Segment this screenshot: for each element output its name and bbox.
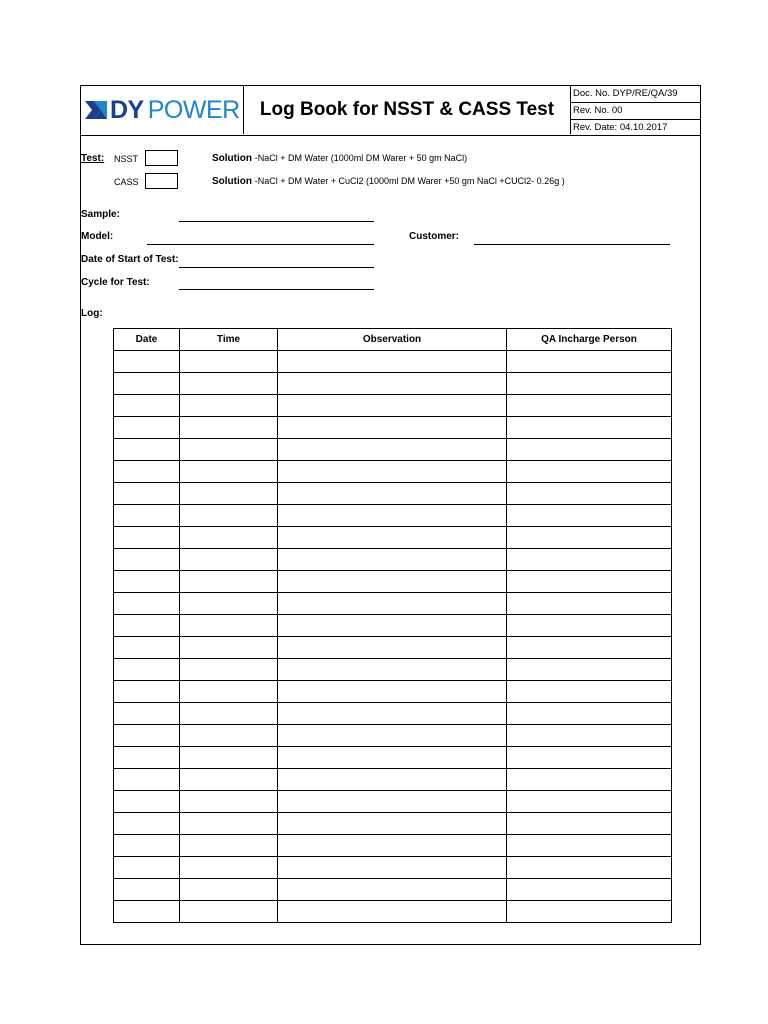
cell-time[interactable]	[180, 527, 278, 549]
form-header	[81, 86, 700, 136]
cell-time[interactable]	[180, 571, 278, 593]
cell-qa-incharge[interactable]	[507, 615, 672, 637]
cell-time[interactable]	[180, 637, 278, 659]
cell-qa-incharge[interactable]	[507, 835, 672, 857]
table-row	[114, 637, 672, 659]
cell-qa-incharge[interactable]	[507, 857, 672, 879]
cell-time[interactable]	[180, 813, 278, 835]
cell-observation[interactable]	[278, 395, 507, 417]
cell-time[interactable]	[180, 439, 278, 461]
logo-text-dy: DY	[110, 95, 144, 124]
cell-observation[interactable]	[278, 681, 507, 703]
column-header-observation: Observation	[278, 329, 507, 351]
table-row	[114, 857, 672, 879]
cell-date[interactable]	[114, 505, 180, 527]
page-title: Log Book for NSST & CASS Test	[244, 86, 571, 134]
cell-observation[interactable]	[278, 835, 507, 857]
cell-date[interactable]	[114, 571, 180, 593]
cycle-field[interactable]	[179, 289, 374, 290]
test-option-cass-label: CASS	[114, 177, 139, 187]
cell-date[interactable]	[114, 637, 180, 659]
cell-qa-incharge[interactable]	[507, 659, 672, 681]
table-row	[114, 505, 672, 527]
nsst-solution-label: Solution	[212, 153, 252, 164]
cell-time[interactable]	[180, 901, 278, 923]
cell-qa-incharge[interactable]	[507, 879, 672, 901]
cell-observation[interactable]	[278, 703, 507, 725]
cell-qa-incharge[interactable]	[507, 549, 672, 571]
cell-observation[interactable]	[278, 615, 507, 637]
cell-time[interactable]	[180, 791, 278, 813]
cell-observation[interactable]	[278, 483, 507, 505]
table-row	[114, 527, 672, 549]
cell-date[interactable]	[114, 703, 180, 725]
cell-date[interactable]	[114, 901, 180, 923]
model-label: Model:	[81, 231, 114, 242]
cell-time[interactable]	[180, 373, 278, 395]
table-row	[114, 791, 672, 813]
log-label: Log:	[81, 308, 103, 319]
cell-observation[interactable]	[278, 549, 507, 571]
cell-date[interactable]	[114, 813, 180, 835]
cass-checkbox[interactable]	[145, 173, 178, 189]
cell-qa-incharge[interactable]	[507, 593, 672, 615]
table-row	[114, 439, 672, 461]
model-field[interactable]	[147, 244, 374, 245]
cell-observation[interactable]	[278, 879, 507, 901]
column-header-qa-incharge: QA Incharge Person	[507, 329, 672, 351]
log-table-header	[114, 329, 672, 351]
date-start-field[interactable]	[179, 267, 374, 268]
nsst-solution	[212, 153, 467, 164]
table-row	[114, 659, 672, 681]
sample-label: Sample:	[81, 209, 120, 220]
cell-time[interactable]	[180, 681, 278, 703]
revision-date: Rev. Date: 04.10.2017	[573, 122, 668, 133]
table-row	[114, 417, 672, 439]
table-row	[114, 461, 672, 483]
cell-observation[interactable]	[278, 571, 507, 593]
cell-date[interactable]	[114, 439, 180, 461]
table-row	[114, 483, 672, 505]
table-row	[114, 373, 672, 395]
cell-time[interactable]	[180, 747, 278, 769]
cell-qa-incharge[interactable]	[507, 901, 672, 923]
table-row	[114, 395, 672, 417]
cell-qa-incharge[interactable]	[507, 813, 672, 835]
cell-qa-incharge[interactable]	[507, 571, 672, 593]
cell-date[interactable]	[114, 879, 180, 901]
cell-time[interactable]	[180, 417, 278, 439]
table-row	[114, 593, 672, 615]
doc-number: Doc. No. DYP/RE/QA/39	[571, 86, 700, 103]
cycle-label: Cycle for Test:	[81, 277, 150, 288]
cell-qa-incharge[interactable]	[507, 373, 672, 395]
column-header-date: Date	[114, 329, 180, 351]
cell-date[interactable]	[114, 747, 180, 769]
revision-number: Rev. No. 00	[571, 103, 700, 120]
cell-date[interactable]	[114, 483, 180, 505]
cell-date[interactable]	[114, 835, 180, 857]
cell-observation[interactable]	[278, 659, 507, 681]
cell-qa-incharge[interactable]	[507, 791, 672, 813]
cell-qa-incharge[interactable]	[507, 725, 672, 747]
table-row	[114, 813, 672, 835]
cell-date[interactable]	[114, 659, 180, 681]
cell-observation[interactable]	[278, 901, 507, 923]
cass-solution-label: Solution	[212, 176, 252, 187]
cell-time[interactable]	[180, 659, 278, 681]
cell-qa-incharge[interactable]	[507, 703, 672, 725]
cass-solution-text: -NaCl + DM Water + CuCl2 (1000ml DM Warer +50 gm NaCl +CUCl2- 0.26g )	[254, 176, 565, 186]
cell-time[interactable]	[180, 549, 278, 571]
cell-qa-incharge[interactable]	[507, 351, 672, 373]
log-table-body	[114, 351, 672, 923]
cell-observation[interactable]	[278, 373, 507, 395]
table-row	[114, 725, 672, 747]
cell-date[interactable]	[114, 769, 180, 791]
cell-date[interactable]	[114, 461, 180, 483]
cell-time[interactable]	[180, 461, 278, 483]
cell-time[interactable]	[180, 351, 278, 373]
table-row	[114, 681, 672, 703]
cell-observation[interactable]	[278, 725, 507, 747]
cell-date[interactable]	[114, 593, 180, 615]
cell-time[interactable]	[180, 703, 278, 725]
document-info	[571, 86, 700, 134]
cell-qa-incharge[interactable]	[507, 527, 672, 549]
table-row	[114, 549, 672, 571]
cell-time[interactable]	[180, 615, 278, 637]
cell-time[interactable]	[180, 725, 278, 747]
customer-field[interactable]	[474, 244, 670, 245]
cell-time[interactable]	[180, 879, 278, 901]
cell-time[interactable]	[180, 395, 278, 417]
table-row	[114, 769, 672, 791]
cell-observation[interactable]	[278, 505, 507, 527]
table-row	[114, 901, 672, 923]
cell-qa-incharge[interactable]	[507, 769, 672, 791]
cell-qa-incharge[interactable]	[507, 483, 672, 505]
cell-observation[interactable]	[278, 857, 507, 879]
cell-observation[interactable]	[278, 351, 507, 373]
cell-date[interactable]	[114, 395, 180, 417]
cell-date[interactable]	[114, 857, 180, 879]
cell-observation[interactable]	[278, 637, 507, 659]
cell-qa-incharge[interactable]	[507, 681, 672, 703]
table-row	[114, 351, 672, 373]
cell-observation[interactable]	[278, 813, 507, 835]
cell-observation[interactable]	[278, 747, 507, 769]
cell-time[interactable]	[180, 483, 278, 505]
cell-qa-incharge[interactable]	[507, 395, 672, 417]
cell-observation[interactable]	[278, 527, 507, 549]
table-row	[114, 703, 672, 725]
log-form-frame	[80, 85, 701, 945]
cell-date[interactable]	[114, 791, 180, 813]
cass-solution	[212, 176, 565, 187]
log-table	[113, 328, 672, 923]
cell-time[interactable]	[180, 857, 278, 879]
sample-field[interactable]	[179, 221, 374, 222]
table-row	[114, 879, 672, 901]
cell-qa-incharge[interactable]	[507, 461, 672, 483]
cell-observation[interactable]	[278, 593, 507, 615]
cell-observation[interactable]	[278, 461, 507, 483]
company-logo	[81, 86, 244, 134]
cell-observation[interactable]	[278, 791, 507, 813]
dy-power-logo-icon	[85, 99, 107, 121]
nsst-solution-text: -NaCl + DM Water (1000ml DM Warer + 50 gm NaCl)	[254, 153, 468, 163]
test-label: Test:	[81, 153, 105, 164]
cell-observation[interactable]	[278, 769, 507, 791]
cell-date[interactable]	[114, 351, 180, 373]
cell-observation[interactable]	[278, 439, 507, 461]
cell-time[interactable]	[180, 593, 278, 615]
table-row	[114, 747, 672, 769]
cell-time[interactable]	[180, 835, 278, 857]
cell-date[interactable]	[114, 615, 180, 637]
cell-time[interactable]	[180, 505, 278, 527]
cell-qa-incharge[interactable]	[507, 439, 672, 461]
nsst-checkbox[interactable]	[145, 150, 178, 166]
cell-qa-incharge[interactable]	[507, 747, 672, 769]
cell-date[interactable]	[114, 417, 180, 439]
table-row	[114, 571, 672, 593]
cell-time[interactable]	[180, 769, 278, 791]
cell-date[interactable]	[114, 373, 180, 395]
cell-date[interactable]	[114, 681, 180, 703]
customer-label: Customer:	[409, 231, 460, 242]
cell-date[interactable]	[114, 527, 180, 549]
logo-text-power: POWER	[147, 95, 240, 124]
cell-observation[interactable]	[278, 417, 507, 439]
column-header-time: Time	[180, 329, 278, 351]
cell-date[interactable]	[114, 725, 180, 747]
table-row	[114, 615, 672, 637]
test-option-nsst-label: NSST	[114, 154, 139, 164]
cell-qa-incharge[interactable]	[507, 637, 672, 659]
cell-qa-incharge[interactable]	[507, 417, 672, 439]
date-start-label: Date of Start of Test:	[81, 254, 179, 265]
cell-qa-incharge[interactable]	[507, 505, 672, 527]
cell-date[interactable]	[114, 549, 180, 571]
table-row	[114, 835, 672, 857]
